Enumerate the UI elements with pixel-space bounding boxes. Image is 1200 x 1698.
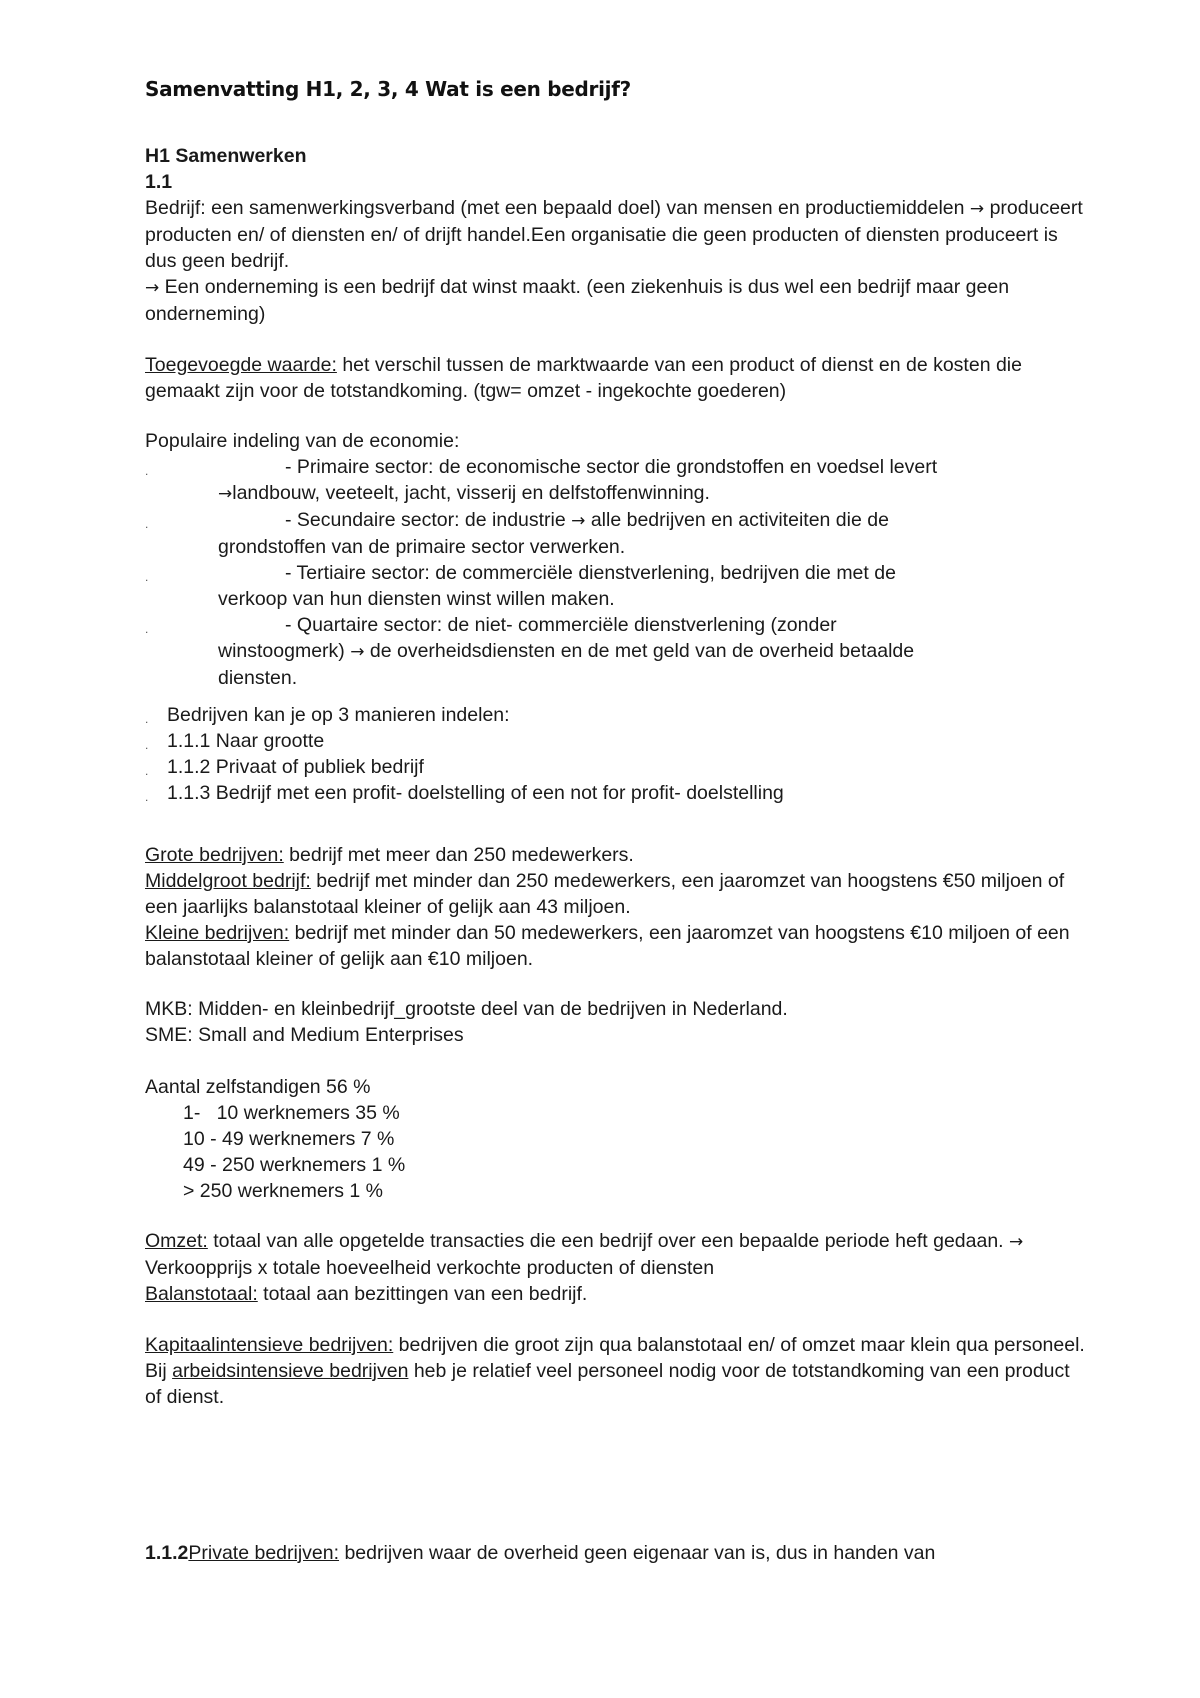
mkb-sme	[145, 996, 1085, 1048]
list-item-quartair: . - Quartaire sector: de niet- commerciële dienstverlening (zonder winstoogmerk) → de overheidsdiensten en de met geld van de overheid betaalde diensten.	[145, 614, 915, 689]
list-item: . 1.1.1 Naar grootte	[145, 730, 325, 752]
arrow-icon: →	[218, 484, 233, 504]
h1-heading: H1 Samenwerken	[145, 145, 307, 167]
section-h1	[145, 143, 1085, 327]
omzet-balans: Omzet: totaal van alle opgetelde transacties die een bedrijf over een bepaalde periode heft gedaan. → Verkoopprijs x totale hoeveelheid verkochte producten of diensten Balanstotaal: totaal aan bezittingen van een bedrijf.	[145, 1230, 1024, 1305]
term-toegevoegde-waarde: Toegevoegde waarde:	[145, 354, 337, 376]
sme-line: SME: Small and Medium Enterprises	[145, 1024, 464, 1046]
section-number: 1.1	[145, 171, 173, 193]
arrow-icon: →	[350, 642, 365, 662]
arrow-icon: →	[571, 511, 586, 531]
stats-intro: Aantal zelfstandigen 56 %	[145, 1076, 371, 1098]
list-item-primair: . - Primaire sector: de economische sector die grondstoffen en voedsel levert →landbouw, veeteelt, jacht, visserij en delfstoffenwinning.	[145, 456, 938, 504]
bedrijf-definition: Bedrijf: een samenwerkingsverband (met een bepaald doel) van mensen en productiemiddelen → produceert producten en/ of diensten en/ of drijft handel.Een organisatie die geen producten of diensten produceert is dus geen bedrijf.	[145, 197, 1083, 272]
mkb-line: MKB: Midden- en kleinbedrijf_grootste deel van de bedrijven in Nederland.	[145, 998, 788, 1020]
section-number-112: 1.1.2	[145, 1542, 189, 1564]
private-bedrijven: 1.1.2Private bedrijven: bedrijven waar de overheid geen eigenaar van is, dus in handen van	[145, 1542, 936, 1564]
arrow-icon: →	[969, 199, 985, 219]
kapitaalintensief: Kapitaalintensieve bedrijven: bedrijven die groot zijn qua balanstotaal en/ of omzet maar klein qua personeel. Bij arbeidsintensieve bedrijven heb je relatief veel personeel nodig voor de totstandkoming van een product of dienst.	[145, 1334, 1085, 1408]
list-item-secundair: . - Secundaire sector: de industrie → alle bedrijven en activiteiten die de grondstoffen van de primaire sector verwerken.	[145, 509, 889, 558]
term-private-bedrijven: Private bedrijven:	[188, 1542, 340, 1564]
toegevoegde-waarde: Toegevoegde waarde: het verschil tussen de marktwaarde van een product of dienst en de kosten die gemaakt zijn voor de totstandkoming. (tgw= omzet - ingekochte goederen)	[145, 354, 1022, 402]
list-item: . 1.1.3 Bedrijf met een profit- doelstelling of een not for profit- doelstelling	[145, 782, 784, 804]
term-arbeidsintensieve-bedrijven: arbeidsintensieve bedrijven	[172, 1360, 409, 1382]
list-item-tertiair: . - Tertiaire sector: de commerciële dienstverlening, bedrijven die met de verkoop van hun diensten winst willen maken.	[145, 562, 896, 610]
zelfstandigen-stats	[145, 1074, 1085, 1204]
indeling-intro: Populaire indeling van de economie:	[145, 430, 460, 452]
term-balanstotaal: Balanstotaal:	[145, 1283, 258, 1305]
stats-row: 1- 10 werknemers 35 %	[183, 1102, 400, 1124]
document-title: Samenvatting H1, 2, 3, 4 Wat is een bedrijf?	[145, 77, 631, 101]
list-item: . Bedrijven kan je op 3 manieren indelen:	[145, 704, 510, 726]
arrow-icon: →	[1009, 1232, 1024, 1252]
stats-row: 49 - 250 werknemers 1 %	[183, 1154, 406, 1176]
term-middelgroot-bedrijf: Middelgroot bedrijf:	[145, 870, 311, 892]
stats-row: 10 - 49 werknemers 7 %	[183, 1128, 395, 1150]
list-item: . 1.1.2 Privaat of publiek bedrijf	[145, 756, 424, 778]
bedrijfsgrootte: Grote bedrijven: bedrijf met meer dan 250 medewerkers. Middelgroot bedrijf: bedrijf met minder dan 250 medewerkers, een jaaromzet van hoogstens €50 miljoen of een jaarlijks balanstotaal kleiner of gelijk aan 43 miljoen. Kleine bedrijven: bedrijf met minder dan 50 medewerkers, een jaaromzet van hoogstens €10 miljoen of een balanstotaal kleiner of gelijk aan €10 miljoen.	[145, 844, 1070, 970]
term-grote-bedrijven: Grote bedrijven:	[145, 844, 284, 866]
arrow-icon: →	[145, 278, 160, 298]
economie-indeling	[145, 428, 1085, 691]
term-kleine-bedrijven: Kleine bedrijven:	[145, 922, 290, 944]
onderneming-definition: → Een onderneming is een bedrijf dat winst maakt. (een ziekenhuis is dus wel een bedrijf maar geen onderneming)	[145, 276, 1010, 325]
term-omzet: Omzet:	[145, 1230, 208, 1252]
stats-row: > 250 werknemers 1 %	[183, 1180, 383, 1202]
manieren-indelen	[145, 702, 1085, 806]
term-kapitaalintensieve-bedrijven: Kapitaalintensieve bedrijven:	[145, 1334, 394, 1356]
